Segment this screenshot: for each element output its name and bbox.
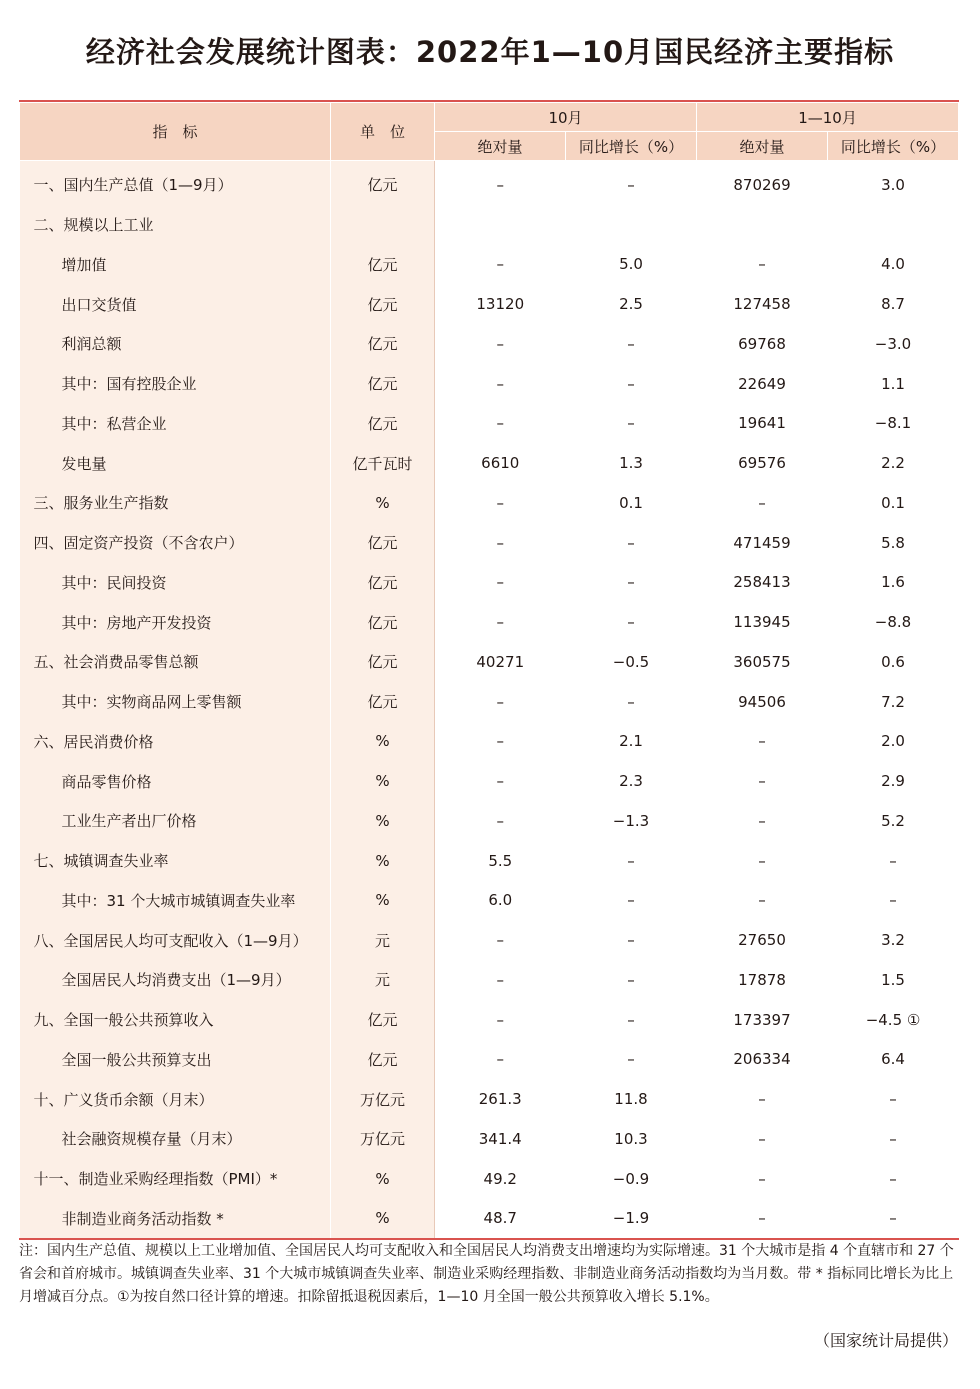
ytd-yoy-cell (828, 205, 959, 245)
ytd-yoy-cell: 2.2 (828, 443, 959, 483)
header-unit: 单 位 (331, 103, 435, 161)
month-abs-cell: – (435, 1040, 566, 1080)
indicator-name: 其中：国有控股企业 (20, 364, 331, 404)
unit-cell: % (331, 801, 435, 841)
ytd-abs-cell: – (697, 841, 828, 881)
unit-cell: % (331, 1199, 435, 1239)
ytd-yoy-cell: 0.6 (828, 642, 959, 682)
table-row (20, 443, 959, 483)
month-abs-cell: – (435, 801, 566, 841)
ytd-yoy-cell: 2.9 (828, 761, 959, 801)
month-yoy-cell: −1.3 (566, 801, 697, 841)
table-row (20, 841, 959, 881)
indicator-name: 三、服务业生产指数 (20, 483, 331, 523)
table-row (20, 1000, 959, 1040)
ytd-abs-cell: 113945 (697, 602, 828, 642)
ytd-yoy-cell: 5.2 (828, 801, 959, 841)
indicator-name: 出口交货值 (20, 284, 331, 324)
table-row (20, 642, 959, 682)
ytd-yoy-cell: 0.1 (828, 483, 959, 523)
month-yoy-cell: 2.1 (566, 722, 697, 762)
table-row (20, 161, 959, 205)
page-title: 经济社会发展统计图表：2022年1—10月国民经济主要指标 (85, 35, 895, 69)
ytd-yoy-cell: – (828, 1119, 959, 1159)
indicator-name: 商品零售价格 (20, 761, 331, 801)
ytd-yoy-cell: – (828, 1199, 959, 1239)
ytd-abs-cell: 471459 (697, 523, 828, 563)
unit-cell: 万亿元 (331, 1079, 435, 1119)
ytd-yoy-cell: 2.0 (828, 722, 959, 762)
month-yoy-cell: – (566, 1000, 697, 1040)
month-abs-cell: 261.3 (435, 1079, 566, 1119)
unit-cell: 亿元 (331, 1040, 435, 1080)
month-abs-cell: – (435, 245, 566, 285)
month-yoy-cell: – (566, 324, 697, 364)
ytd-yoy-cell: – (828, 881, 959, 921)
table-body (20, 161, 959, 1239)
month-yoy-cell: −0.9 (566, 1159, 697, 1199)
unit-cell: % (331, 722, 435, 762)
unit-cell: % (331, 841, 435, 881)
source-credit: （国家统计局提供） (813, 1331, 958, 1350)
table-row (20, 563, 959, 603)
header-group-month: 10月 (435, 103, 697, 132)
indicator-name: 五、社会消费品零售总额 (20, 642, 331, 682)
ytd-yoy-cell: 3.0 (828, 161, 959, 205)
header-month-abs: 绝对量 (435, 132, 566, 161)
month-abs-cell: – (435, 602, 566, 642)
month-abs-cell: 341.4 (435, 1119, 566, 1159)
ytd-yoy-cell: −8.1 (828, 404, 959, 444)
unit-cell: 亿千瓦时 (331, 443, 435, 483)
ytd-yoy-cell: 1.1 (828, 364, 959, 404)
month-yoy-cell: – (566, 1040, 697, 1080)
ytd-abs-cell: 206334 (697, 1040, 828, 1080)
ytd-yoy-cell: 5.8 (828, 523, 959, 563)
ytd-yoy-cell: 3.2 (828, 920, 959, 960)
month-yoy-cell: – (566, 960, 697, 1000)
table-row (20, 602, 959, 642)
month-yoy-cell: – (566, 563, 697, 603)
month-yoy-cell: 2.5 (566, 284, 697, 324)
table-row (20, 1199, 959, 1239)
ytd-abs-cell: – (697, 881, 828, 921)
ytd-abs-cell: 258413 (697, 563, 828, 603)
month-abs-cell: 6610 (435, 443, 566, 483)
month-yoy-cell: – (566, 602, 697, 642)
unit-cell: 亿元 (331, 161, 435, 205)
month-yoy-cell: – (566, 161, 697, 205)
ytd-yoy-cell: – (828, 1159, 959, 1199)
month-abs-cell: – (435, 523, 566, 563)
header-indicator: 指 标 (20, 103, 331, 161)
month-yoy-cell: 2.3 (566, 761, 697, 801)
ytd-abs-cell: 69768 (697, 324, 828, 364)
table-row (20, 1119, 959, 1159)
indicator-name: 一、国内生产总值（1—9月） (20, 161, 331, 205)
month-abs-cell (435, 205, 566, 245)
table-row (20, 881, 959, 921)
ytd-yoy-cell: – (828, 1079, 959, 1119)
table-row (20, 761, 959, 801)
month-yoy-cell: – (566, 364, 697, 404)
unit-cell: 亿元 (331, 324, 435, 364)
unit-cell: 亿元 (331, 602, 435, 642)
indicator-name: 利润总额 (20, 324, 331, 364)
ytd-abs-cell: – (697, 722, 828, 762)
table-row (20, 245, 959, 285)
month-abs-cell: 6.0 (435, 881, 566, 921)
indicator-name: 其中：房地产开发投资 (20, 602, 331, 642)
indicator-name: 二、规模以上工业 (20, 205, 331, 245)
month-abs-cell: 5.5 (435, 841, 566, 881)
ytd-yoy-cell: −8.8 (828, 602, 959, 642)
month-abs-cell: 49.2 (435, 1159, 566, 1199)
ytd-yoy-cell: 1.5 (828, 960, 959, 1000)
month-abs-cell: – (435, 722, 566, 762)
indicators-table (19, 102, 959, 1238)
unit-cell: 万亿元 (331, 1119, 435, 1159)
table-row (20, 801, 959, 841)
indicator-name: 八、全国居民人均可支配收入（1—9月） (20, 920, 331, 960)
ytd-abs-cell: – (697, 1159, 828, 1199)
ytd-abs-cell: – (697, 1199, 828, 1239)
month-yoy-cell: 0.1 (566, 483, 697, 523)
ytd-abs-cell: 94506 (697, 682, 828, 722)
month-yoy-cell: – (566, 682, 697, 722)
header-group-ytd: 1—10月 (697, 103, 959, 132)
month-yoy-cell: 1.3 (566, 443, 697, 483)
unit-cell: 亿元 (331, 245, 435, 285)
unit-cell: 元 (331, 920, 435, 960)
table-row (20, 1079, 959, 1119)
ytd-abs-cell: 27650 (697, 920, 828, 960)
month-abs-cell: – (435, 161, 566, 205)
unit-cell: % (331, 1159, 435, 1199)
ytd-yoy-cell: 8.7 (828, 284, 959, 324)
header-month-yoy: 同比增长（%） (566, 132, 697, 161)
month-abs-cell: – (435, 324, 566, 364)
ytd-yoy-cell: – (828, 841, 959, 881)
month-abs-cell: – (435, 483, 566, 523)
ytd-abs-cell: 870269 (697, 161, 828, 205)
month-abs-cell: – (435, 364, 566, 404)
table-row (20, 920, 959, 960)
ytd-abs-cell: 360575 (697, 642, 828, 682)
table-row (20, 364, 959, 404)
unit-cell: 亿元 (331, 284, 435, 324)
indicator-name: 全国居民人均消费支出（1—9月） (20, 960, 331, 1000)
indicator-name: 九、全国一般公共预算收入 (20, 1000, 331, 1040)
month-abs-cell: – (435, 761, 566, 801)
table-row (20, 523, 959, 563)
ytd-abs-cell: – (697, 1119, 828, 1159)
indicator-name: 非制造业商务活动指数 * (20, 1199, 331, 1239)
month-yoy-cell: – (566, 404, 697, 444)
month-abs-cell: – (435, 1000, 566, 1040)
month-yoy-cell: – (566, 523, 697, 563)
table-row (20, 483, 959, 523)
month-yoy-cell: – (566, 841, 697, 881)
indicator-name: 十一、制造业采购经理指数（PMI）* (20, 1159, 331, 1199)
unit-cell: % (331, 483, 435, 523)
month-yoy-cell: 5.0 (566, 245, 697, 285)
indicator-name: 其中：民间投资 (20, 563, 331, 603)
table-row (20, 960, 959, 1000)
unit-cell: 元 (331, 960, 435, 1000)
ytd-abs-cell: 127458 (697, 284, 828, 324)
table-row (20, 404, 959, 444)
unit-cell: 亿元 (331, 364, 435, 404)
unit-cell: 亿元 (331, 682, 435, 722)
ytd-abs-cell: 69576 (697, 443, 828, 483)
table-header (20, 103, 959, 161)
table-row (20, 722, 959, 762)
indicator-name: 四、固定资产投资（不含农户） (20, 523, 331, 563)
header-ytd-yoy: 同比增长（%） (828, 132, 959, 161)
unit-cell: 亿元 (331, 563, 435, 603)
table-row (20, 1159, 959, 1199)
indicator-name: 增加值 (20, 245, 331, 285)
ytd-yoy-cell: 4.0 (828, 245, 959, 285)
month-yoy-cell: 10.3 (566, 1119, 697, 1159)
unit-cell: 亿元 (331, 642, 435, 682)
table-row (20, 205, 959, 245)
ytd-abs-cell: – (697, 245, 828, 285)
ytd-abs-cell: 17878 (697, 960, 828, 1000)
month-abs-cell: 48.7 (435, 1199, 566, 1239)
month-yoy-cell: 11.8 (566, 1079, 697, 1119)
month-abs-cell: 13120 (435, 284, 566, 324)
unit-cell: % (331, 881, 435, 921)
footnote: 注：国内生产总值、规模以上工业增加值、全国居民人均可支配收入和全国居民人均消费支出增速均为实际增速。31 个大城市是指 4 个直辖市和 27 个省会和首府城市。城镇调查失业率、31 个大城市城镇调查失业率、制造业采购经理指数、非制造业商务活动指数均为当月数。带 * 指标同比增长为比上月增减百分点。①为按自然口径计算的增速。扣除留抵退税因素后，1—10 月全国一般公共预算收入增长 5.1%。 (19, 1243, 954, 1305)
month-abs-cell: – (435, 960, 566, 1000)
indicator-name: 工业生产者出厂价格 (20, 801, 331, 841)
table-row (20, 324, 959, 364)
month-yoy-cell: −0.5 (566, 642, 697, 682)
month-abs-cell: – (435, 920, 566, 960)
indicator-name: 其中：31 个大城市城镇调查失业率 (20, 881, 331, 921)
indicator-name: 其中：私营企业 (20, 404, 331, 444)
table-row (20, 682, 959, 722)
ytd-yoy-cell: −3.0 (828, 324, 959, 364)
unit-cell: 亿元 (331, 1000, 435, 1040)
ytd-yoy-cell: 1.6 (828, 563, 959, 603)
ytd-yoy-cell: 7.2 (828, 682, 959, 722)
unit-cell (331, 205, 435, 245)
table-row (20, 1040, 959, 1080)
header-ytd-abs: 绝对量 (697, 132, 828, 161)
month-yoy-cell: −1.9 (566, 1199, 697, 1239)
month-abs-cell: 40271 (435, 642, 566, 682)
unit-cell: % (331, 761, 435, 801)
table-row (20, 284, 959, 324)
ytd-abs-cell: 173397 (697, 1000, 828, 1040)
ytd-yoy-cell: 6.4 (828, 1040, 959, 1080)
ytd-abs-cell: – (697, 801, 828, 841)
ytd-abs-cell: 19641 (697, 404, 828, 444)
indicator-name: 全国一般公共预算支出 (20, 1040, 331, 1080)
unit-cell: 亿元 (331, 523, 435, 563)
month-yoy-cell: – (566, 881, 697, 921)
ytd-yoy-cell: −4.5 ① (828, 1000, 959, 1040)
indicator-name: 社会融资规模存量（月末） (20, 1119, 331, 1159)
month-abs-cell: – (435, 563, 566, 603)
indicator-name: 其中：实物商品网上零售额 (20, 682, 331, 722)
month-abs-cell: – (435, 404, 566, 444)
ytd-abs-cell: – (697, 483, 828, 523)
month-yoy-cell: – (566, 920, 697, 960)
ytd-abs-cell (697, 205, 828, 245)
unit-cell: 亿元 (331, 404, 435, 444)
ytd-abs-cell: – (697, 1079, 828, 1119)
month-abs-cell: – (435, 682, 566, 722)
ytd-abs-cell: – (697, 761, 828, 801)
indicators-table-wrap (19, 100, 959, 1240)
indicator-name: 十、广义货币余额（月末） (20, 1079, 331, 1119)
ytd-abs-cell: 22649 (697, 364, 828, 404)
month-yoy-cell (566, 205, 697, 245)
indicator-name: 七、城镇调查失业率 (20, 841, 331, 881)
indicator-name: 发电量 (20, 443, 331, 483)
indicator-name: 六、居民消费价格 (20, 722, 331, 762)
